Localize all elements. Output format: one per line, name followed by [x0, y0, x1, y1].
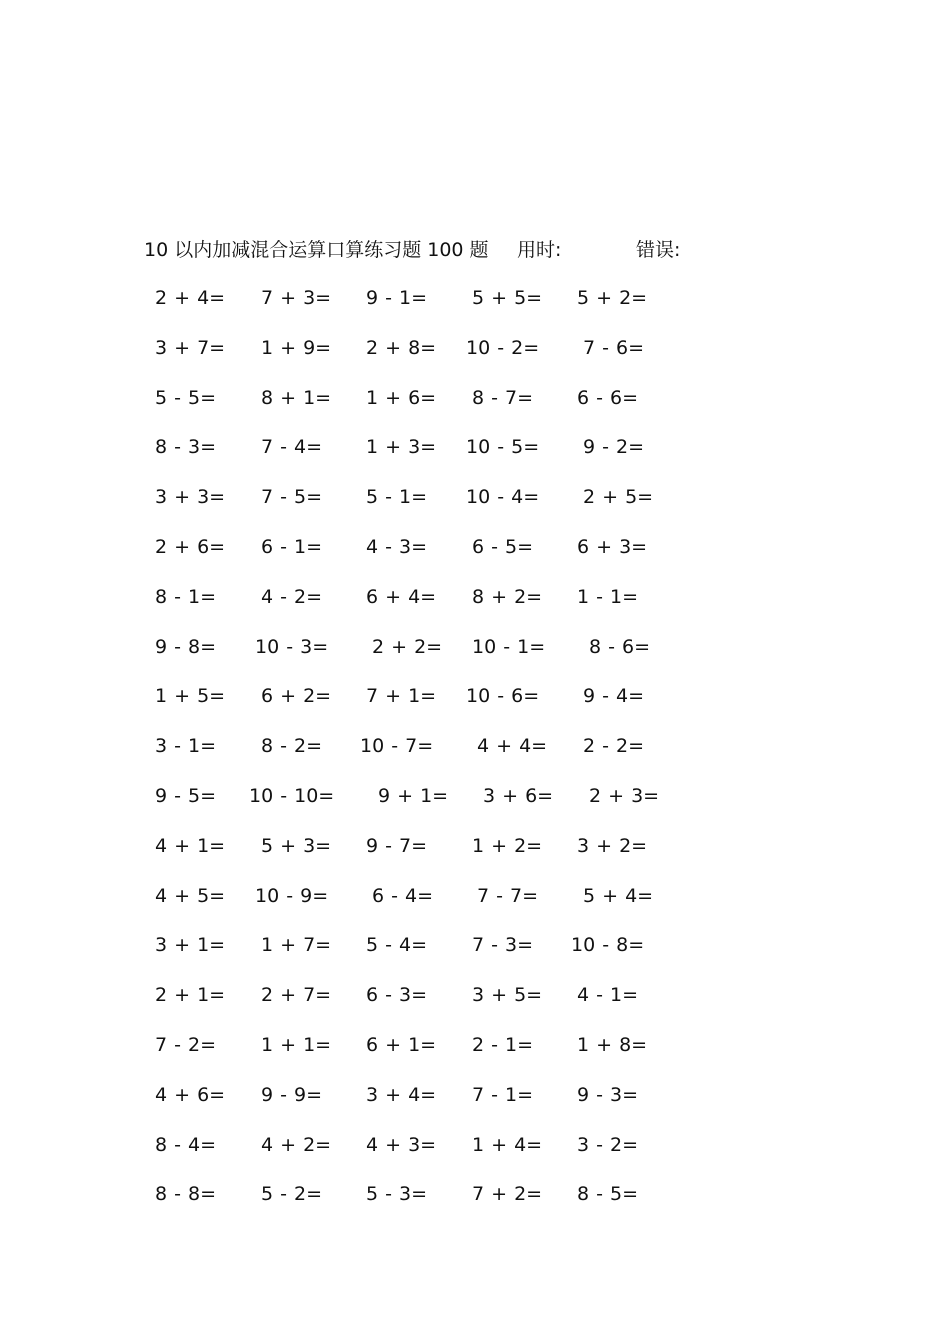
- problem-item: 5 + 2=: [577, 287, 648, 309]
- problem-item: 4 + 3=: [366, 1133, 437, 1156]
- problem-item: 1 + 1=: [261, 1033, 332, 1056]
- problem-item: 8 - 4=: [155, 1133, 217, 1156]
- problem-item: 5 - 2=: [261, 1183, 323, 1206]
- problem-row: [0, 533, 950, 583]
- problem-row: [0, 732, 950, 782]
- problem-item: 5 + 4=: [583, 884, 654, 907]
- problem-item: 6 - 4=: [372, 884, 434, 907]
- problem-item: 10 - 6=: [466, 685, 540, 708]
- problem-item: 6 - 6=: [577, 386, 639, 409]
- problem-item: 9 - 8=: [155, 635, 217, 658]
- problem-item: 7 - 1=: [472, 1083, 534, 1106]
- problem-row: [0, 981, 950, 1031]
- problem-item: 7 + 2=: [472, 1183, 543, 1206]
- problem-item: 3 + 6=: [483, 784, 554, 807]
- problem-item: 9 - 3=: [577, 1083, 639, 1106]
- problem-item: 4 + 1=: [155, 834, 226, 857]
- problem-item: 3 + 4=: [366, 1083, 437, 1106]
- problem-row: [0, 384, 950, 434]
- problem-row: [0, 483, 950, 533]
- problem-item: 2 + 4=: [155, 287, 226, 309]
- problem-row: [0, 583, 950, 633]
- problem-item: 2 + 8=: [366, 336, 437, 359]
- problem-row: [0, 1180, 950, 1230]
- problem-item: 9 - 5=: [155, 784, 217, 807]
- problem-item: 10 - 8=: [571, 934, 645, 957]
- problem-item: 1 - 1=: [577, 585, 639, 608]
- problem-item: 2 + 1=: [155, 984, 226, 1007]
- problem-item: 10 - 3=: [255, 635, 329, 658]
- problem-item: 5 - 3=: [366, 1183, 428, 1206]
- problem-item: 5 + 5=: [472, 287, 543, 309]
- problem-item: 1 + 6=: [366, 386, 437, 409]
- problem-item: 5 - 1=: [366, 486, 428, 509]
- problem-item: 3 + 1=: [155, 934, 226, 957]
- problem-item: 7 - 7=: [477, 884, 539, 907]
- problem-item: 2 + 7=: [261, 984, 332, 1007]
- problem-item: 8 + 2=: [472, 585, 543, 608]
- problem-item: 3 - 1=: [155, 735, 217, 758]
- problem-row: [0, 782, 950, 832]
- problem-row: [0, 433, 950, 483]
- problem-item: 8 - 3=: [155, 436, 217, 459]
- problem-item: 1 + 7=: [261, 934, 332, 957]
- problem-row: [0, 1081, 950, 1131]
- problem-item: 6 + 1=: [366, 1033, 437, 1056]
- problem-item: 8 - 5=: [577, 1183, 639, 1206]
- problem-row: [0, 931, 950, 981]
- problem-item: 9 - 4=: [583, 685, 645, 708]
- problem-item: 7 - 4=: [261, 436, 323, 459]
- problem-grid: [0, 284, 950, 1230]
- problem-item: 1 + 8=: [577, 1033, 648, 1056]
- problem-item: 2 - 2=: [583, 735, 645, 758]
- problem-item: 6 + 2=: [261, 685, 332, 708]
- problem-item: 2 + 6=: [155, 535, 226, 558]
- problem-row: [0, 1031, 950, 1081]
- problem-item: 7 - 2=: [155, 1033, 217, 1056]
- problem-row: [0, 682, 950, 732]
- problem-item: 6 + 4=: [366, 585, 437, 608]
- problem-item: 7 - 6=: [583, 336, 645, 359]
- problem-item: 8 + 1=: [261, 386, 332, 409]
- problem-item: 4 + 5=: [155, 884, 226, 907]
- problem-item: 8 - 8=: [155, 1183, 217, 1206]
- problem-item: 9 + 1=: [378, 784, 449, 807]
- problem-row: [0, 284, 950, 334]
- problem-item: 8 - 2=: [261, 735, 323, 758]
- problem-item: 8 - 7=: [472, 386, 534, 409]
- problem-item: 10 - 5=: [466, 436, 540, 459]
- problem-item: 10 - 1=: [472, 635, 546, 658]
- problem-item: 9 - 7=: [366, 834, 428, 857]
- problem-item: 4 + 6=: [155, 1083, 226, 1106]
- problem-item: 1 + 4=: [472, 1133, 543, 1156]
- problem-item: 10 - 7=: [360, 735, 434, 758]
- problem-item: 4 - 3=: [366, 535, 428, 558]
- problem-item: 2 + 2=: [372, 635, 443, 658]
- problem-item: 7 - 5=: [261, 486, 323, 509]
- problem-item: 6 - 1=: [261, 535, 323, 558]
- problem-item: 3 + 3=: [155, 486, 226, 509]
- time-used-label: 用时:: [517, 239, 562, 261]
- problem-item: 7 - 3=: [472, 934, 534, 957]
- problem-row: [0, 633, 950, 683]
- problem-row: [0, 334, 950, 384]
- problem-item: 2 + 3=: [589, 784, 660, 807]
- problem-item: 3 + 2=: [577, 834, 648, 857]
- problem-item: 4 - 1=: [577, 984, 639, 1007]
- problem-item: 1 + 3=: [366, 436, 437, 459]
- problem-item: 4 + 2=: [261, 1133, 332, 1156]
- problem-item: 10 - 2=: [466, 336, 540, 359]
- problem-item: 9 - 1=: [366, 287, 428, 309]
- error-count-label: 错误:: [636, 239, 681, 261]
- worksheet-title: 10 以内加减混合运算口算练习题 100 题: [144, 239, 489, 261]
- problem-item: 10 - 10=: [249, 784, 335, 807]
- problem-item: 2 - 1=: [472, 1033, 534, 1056]
- problem-item: 5 - 5=: [155, 386, 217, 409]
- problem-item: 7 + 3=: [261, 287, 332, 309]
- problem-item: 3 - 2=: [577, 1133, 639, 1156]
- problem-item: 9 - 2=: [583, 436, 645, 459]
- problem-item: 6 - 5=: [472, 535, 534, 558]
- problem-row: [0, 1131, 950, 1181]
- problem-item: 7 + 1=: [366, 685, 437, 708]
- problem-item: 1 + 2=: [472, 834, 543, 857]
- problem-item: 10 - 9=: [255, 884, 329, 907]
- problem-item: 5 - 4=: [366, 934, 428, 957]
- problem-item: 4 - 2=: [261, 585, 323, 608]
- problem-item: 6 - 3=: [366, 984, 428, 1007]
- problem-item: 10 - 4=: [466, 486, 540, 509]
- problem-item: 8 - 6=: [589, 635, 651, 658]
- problem-item: 2 + 5=: [583, 486, 654, 509]
- problem-item: 4 + 4=: [477, 735, 548, 758]
- problem-row: [0, 832, 950, 882]
- problem-item: 3 + 5=: [472, 984, 543, 1007]
- problem-item: 1 + 5=: [155, 685, 226, 708]
- problem-item: 5 + 3=: [261, 834, 332, 857]
- problem-item: 8 - 1=: [155, 585, 217, 608]
- problem-item: 1 + 9=: [261, 336, 332, 359]
- problem-item: 3 + 7=: [155, 336, 226, 359]
- problem-item: 6 + 3=: [577, 535, 648, 558]
- problem-row: [0, 882, 950, 932]
- problem-item: 9 - 9=: [261, 1083, 323, 1106]
